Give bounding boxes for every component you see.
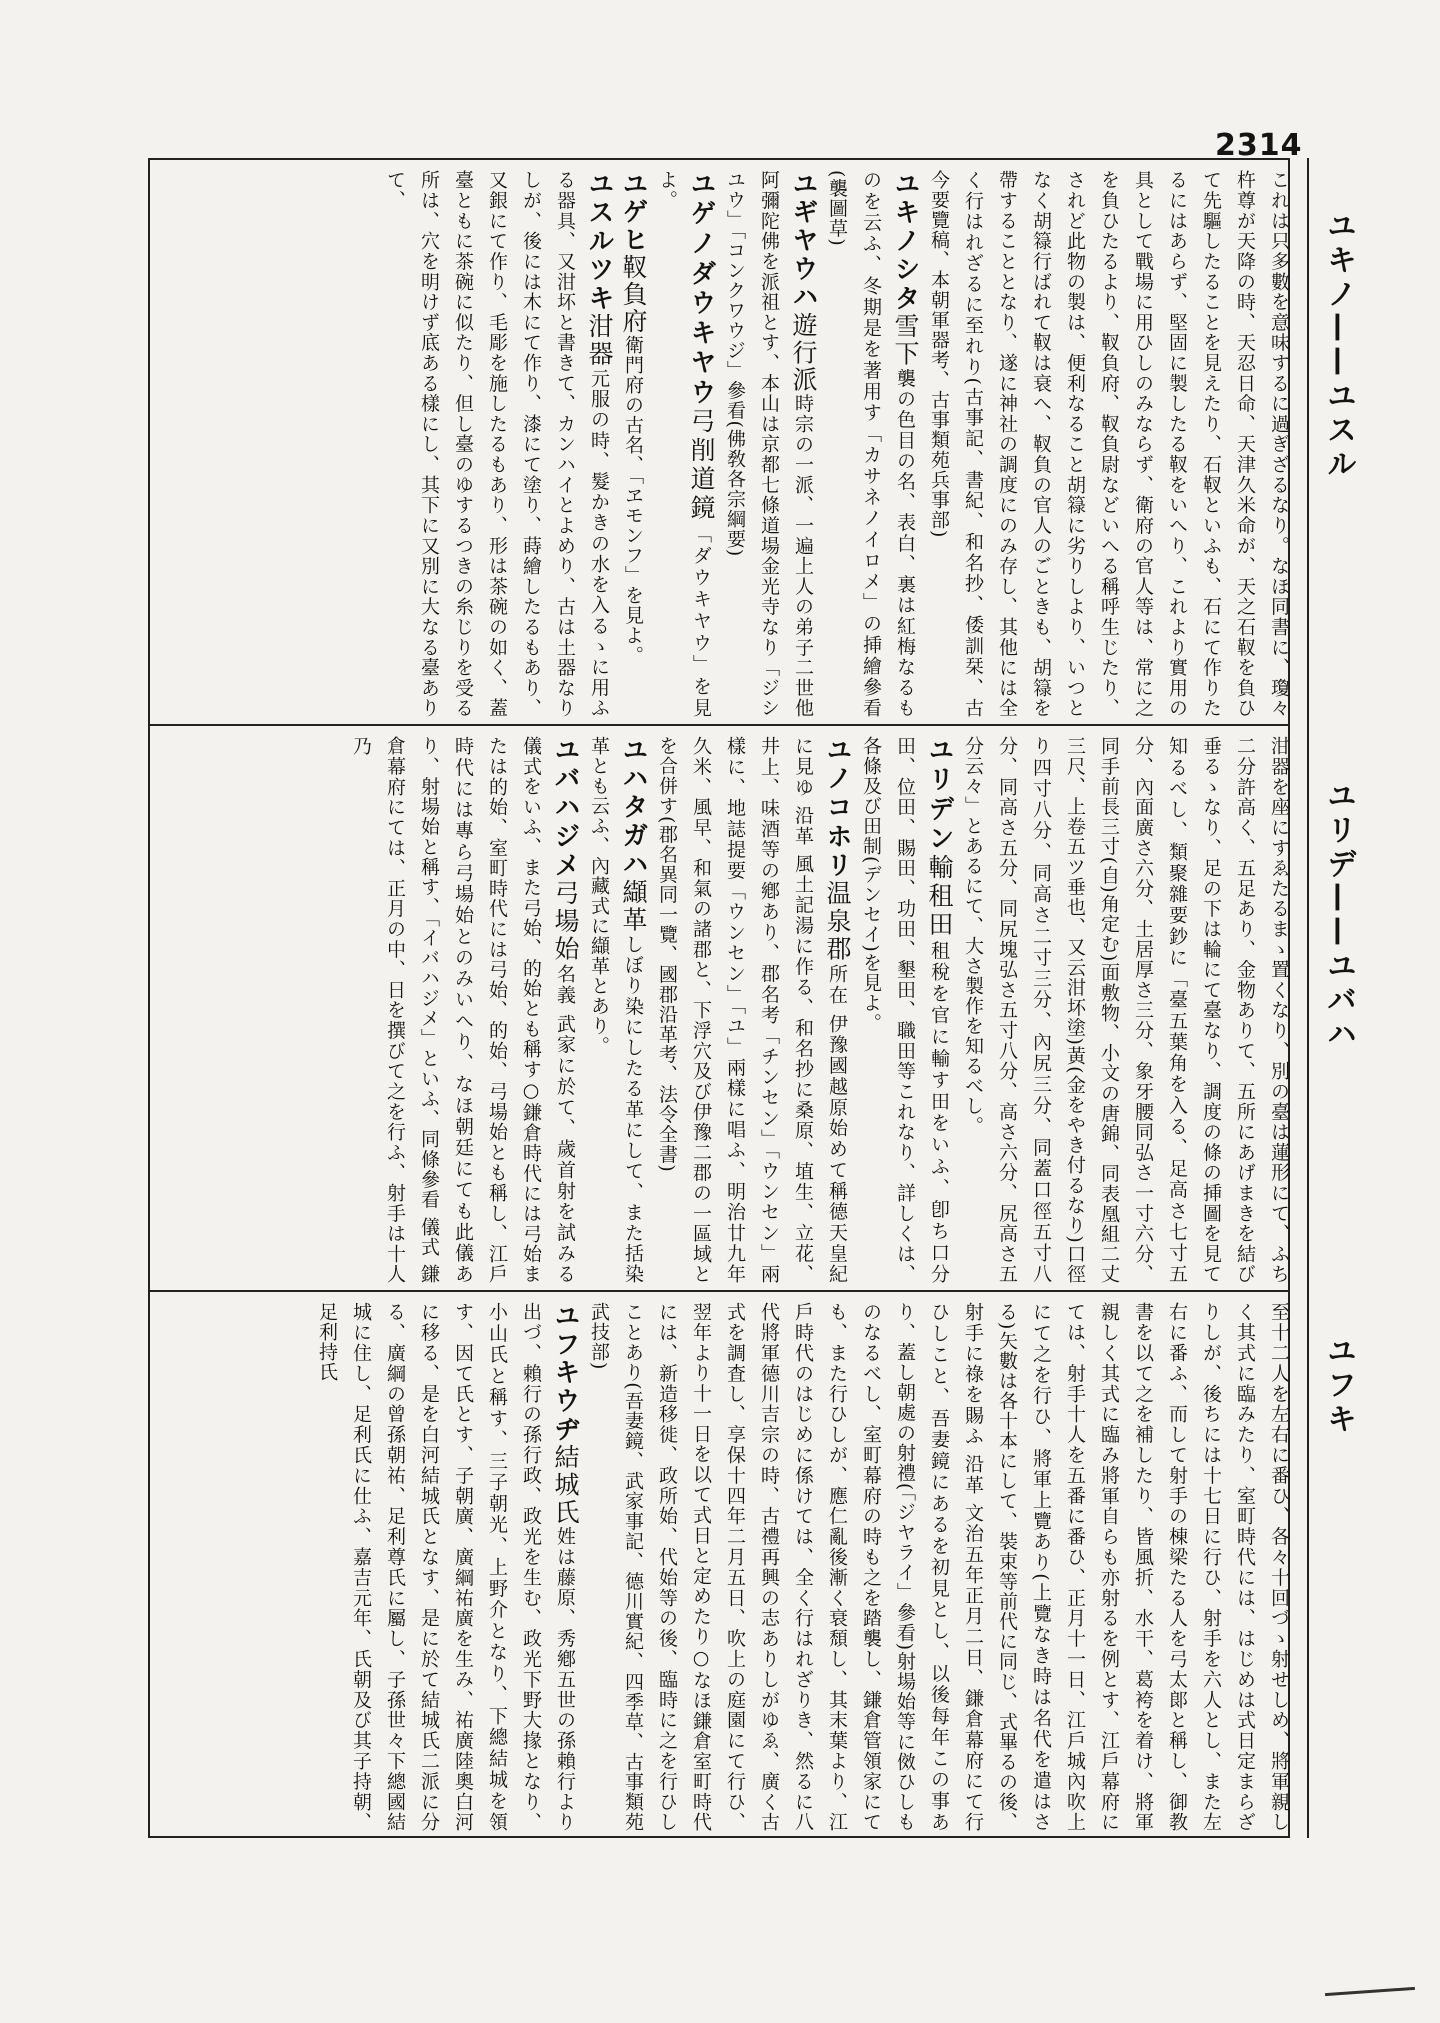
entry-kanji: 温泉郡 xyxy=(823,880,852,964)
middle-tier-text xyxy=(156,736,1296,1284)
running-head-top: ユキノ——ユスル xyxy=(1321,210,1356,482)
entry-yubahajime xyxy=(344,736,582,1284)
entry-text: 元服の時、髮かきの水を入るゝに用ふる器具、又泔坏と書きて、カンハイとよめり、古は土器なりしが、後には木にて作り、漆にて塗り、蒔繪したるもあり、又銀にて作り、毛彫を施したるもあり、形は茶碗の如く、蓋臺ともに茶碗に似たり、但し臺のゆするつきの糸じりを受る所は、穴を明けず底ある樣にし、其下に又別に大なる臺ありて、 xyxy=(384,170,610,718)
entry-headword: ユハタガハ xyxy=(618,736,648,880)
running-head-rule xyxy=(1307,158,1309,1838)
entry-text: 名義 武家に於て、歲首射を試みる儀式をいふ、また弓始、的始とも稱す○鎌倉時代には弓始または的始、室町時代には弓始、的始、弓場始とも稱し、江戶時代には專ら弓場始とのみいへり、なほ朝廷にても此儀あり、射場始と稱す、「イバハジメ」といふ、同條參看 儀式 鎌倉幕府にては、正月の中、日を撰びて之を行ふ、射手は十人乃 xyxy=(350,736,576,1284)
upper-tier-text xyxy=(156,170,1296,718)
entry-headword: ユバハジメ xyxy=(550,736,580,881)
entry-text: 租稅を官に輸す田をいふ、卽ち口分田、位田、賜田、功田、墾田、職田等これなり、詳しくは、各條及び田制(デンセイ)を見よ。 xyxy=(860,736,950,1284)
entry-kanji: 纈革 xyxy=(619,879,648,935)
entry-yugehi xyxy=(616,170,650,718)
entry-yufukiuji xyxy=(310,1302,582,1832)
entry-continuation xyxy=(922,170,1296,718)
entry-text: 所在 伊豫國越原始めて稱德天皇紀に見ゆ 沿革 風土記湯に作る、和名抄に桑原、埴生、立花、井上、味酒等の鄕あり、郡名考「チンセン」「ウンセン」兩樣に、地誌提要「ウンセン」「ユ」兩樣に唱ふ、明治廿九年久米、風早、和氣の諸郡と、下浮穴及び伊豫二郡の一區域とを合併す(郡名異同一覽、國郡沿革考、法令全書) xyxy=(656,736,848,1284)
entry-headword: ユギヤウハ xyxy=(788,170,818,312)
entry-headword: ユスルツキ xyxy=(584,170,614,314)
tier-divider xyxy=(150,724,1288,726)
entry-headword: ユゲノダウキヤウ xyxy=(686,170,716,409)
entry-headword: ユキノシタ xyxy=(890,170,920,314)
entry-continuation xyxy=(956,736,1296,1284)
page-number: 2314 xyxy=(1215,128,1303,163)
entry-kanji: 結城氏 xyxy=(551,1444,580,1527)
entry-text: 姓は藤原、秀鄕五世の孫賴行より出づ、賴行の孫行政、政光を生む、政光下野大掾となり、小山氏と稱す、三子朝光、上野介となり、下總結城を領す、因て氏とす、子朝廣、廣綱祐廣を生み、祐廣陸奧白河に移る、是を白河結城氏となす、是に於て結城氏二派に分る、廣綱の曾孫朝祐、足利尊氏に屬し、子孫世々下總國結城に住し、足利氏に仕ふ、嘉吉元年、氏朝及び其子持朝、足利持氏 xyxy=(316,1302,576,1832)
running-head-middle: ユリデ——ユバハ xyxy=(1321,780,1356,1052)
entry-headword: ユフキウヂ xyxy=(550,1302,580,1445)
entry-kanji: 輸租田 xyxy=(925,854,954,941)
entry-yunokohori xyxy=(650,736,854,1284)
entry-kanji: 遊行派 xyxy=(789,311,818,394)
entry-kanji: 弓場始 xyxy=(551,880,580,964)
entry-headword: ユリデン xyxy=(924,736,954,855)
entry-text: しぼり染にしたる革にして、また括染革とも云ふ、內藏式に纈革とあり。 xyxy=(588,736,644,1284)
entry-yukinoshita xyxy=(820,170,922,718)
entry-yusurutsuki xyxy=(378,170,616,718)
entry-text: 至十二人を左右に番ひ、各々十回づゝ射せしめ、將軍親しく其式に臨みたり、室町時代には、はじめは式日定まらざりしが、後ちには十七日に行ひ、射手を六人とし、また左右に番ふ、而して射手の棟梁たる人を弓太郞と稱し、御教書を以て之を補したり、皆風折、水干、葛袴を着け、將軍親しく其式に臨み將軍自らも亦射るを例とす、江戶幕府にては、射手十人を五番に番ひ、正月十一日、江戶城內吹上にて之を行ひ、將軍上覽あり(上覽なき時は名代を遣はさる)矢數は各十本にして、裝束等前代に同じ、式畢るの後、射手に祿を賜ふ 沿革 文治五年正月二日、鎌倉幕府にて行ひしこと、吾妻鏡にあるを初見とし、以後每年この事あり、蓋し朝處の射禮(「ジヤライ」參看)射場始等に傚ひしものなるべし、室町幕府の時も之を踏襲し、鎌倉管領家にても、また行ひしが、應仁亂後漸く衰頹し、其末葉より、江戶時代のはじめに係けては、全く行はれざりき、然るに八代將軍德川吉宗の時、古禮再興の志ありしがゆゑ、廣く古式を調査し、享保十四年二月五日、吹上の庭園にて行ひ、翌年より十一日を以て式日と定めたり○なほ鎌倉室町時代には、新造移徙、政所始、代始等の後、臨時に之を行ひしことあり(吾妻鏡、武家事記、德川實紀、四季草、古事類苑武技部) xyxy=(588,1302,1290,1832)
entry-text: 泔器を座にすゑたるまゝ置くなり、別の臺は蓮形にて、ふち二分許高く、五足あり、金物ありて、五所にあげまきを結び垂るゝなり、足の下は輪にて臺なり、調度の條の挿圖を見て知るべし、類聚雜要鈔に「臺五葉角を入る、足高さ七寸五分、內面廣さ六分、土居厚さ三分、象牙腰同弘さ一寸六分、同手前長三寸(自)角定む)面敷物、小文の唐錦、同表凰組二丈三尺、上卷五ツ垂也、又云泔坏塗)黃(金をやき付るなり)口徑り四寸八分、同高さ二寸三分、內尻三分、同蓋口徑五寸八分、同高さ五分、同尻塊弘さ五寸八分、高さ六分、尻高さ五分云々」とあるにて、大さ製作を知るべし。 xyxy=(962,736,1290,1284)
tier-divider xyxy=(150,1290,1288,1292)
entry-yugyouha xyxy=(718,170,820,718)
entry-kanji: 靫負府 xyxy=(619,254,648,335)
entry-kanji: 弓削道鏡 xyxy=(687,408,716,524)
entry-text: 「ダウキヤウ」を見よ。 xyxy=(656,170,712,718)
lower-tier-text xyxy=(156,1302,1296,1832)
entry-kanji: 泔器 xyxy=(585,313,614,369)
entry-text: 衛門府の古名、「ヱモンフ」を見よ。 xyxy=(622,335,644,666)
entry-kanji: 雪下 xyxy=(891,313,920,369)
entry-yuhatagaha xyxy=(582,736,650,1284)
running-head-bottom: ユフキ xyxy=(1321,1335,1356,1437)
entry-continuation xyxy=(582,1302,1296,1832)
scan-mark xyxy=(1325,1987,1415,1996)
entry-text: 時宗の一派、一遍上人の弟子二世他阿彌陀佛を派祖とす、本山は京都七條道場金光寺なり「ジシユウ」「コンクワウジ」參看(佛敎各宗綱要) xyxy=(724,170,814,718)
entry-text: 襲の色目の名、表白、裏は紅梅なるものを云ふ、冬期是を著用す「カサネノイロメ」の挿繪參看(襲圖草) xyxy=(826,170,916,718)
entry-headword: ユノコホリ xyxy=(822,736,852,881)
entry-headword: ユゲヒ xyxy=(618,170,648,254)
entry-text: これは只多數を意味するに過ぎざるなり。なほ同書に、瓊々杵尊が天降の時、天忍日命、天津久米命が、天之石靫を負ひて先驅したることを見えたり、石靫といふも、石にて作りたるにはあらず、堅固に製したる靫をいへり、これより實用の具として戰場に用ひしのみならず、衛府の官人等は、常に之を負ひたるより、靫負府、靫負尉などいへる稱呼生じたり、されど此物の製は、便利なること胡簶に劣りしより、いつとなく胡簶行ばれて靫は衰へ、靫負の官人のごときも、胡簶を帶することとなり、遂に神社の調度にのみ存し、其他には全く行はれざるに至れり(古事記、書紀、和名抄、倭訓栞、古今要覽稿、本朝軍器考、古事類苑兵事部) xyxy=(928,170,1290,718)
entry-yuriden xyxy=(854,736,956,1284)
entry-yugenodoukyou xyxy=(650,170,718,718)
